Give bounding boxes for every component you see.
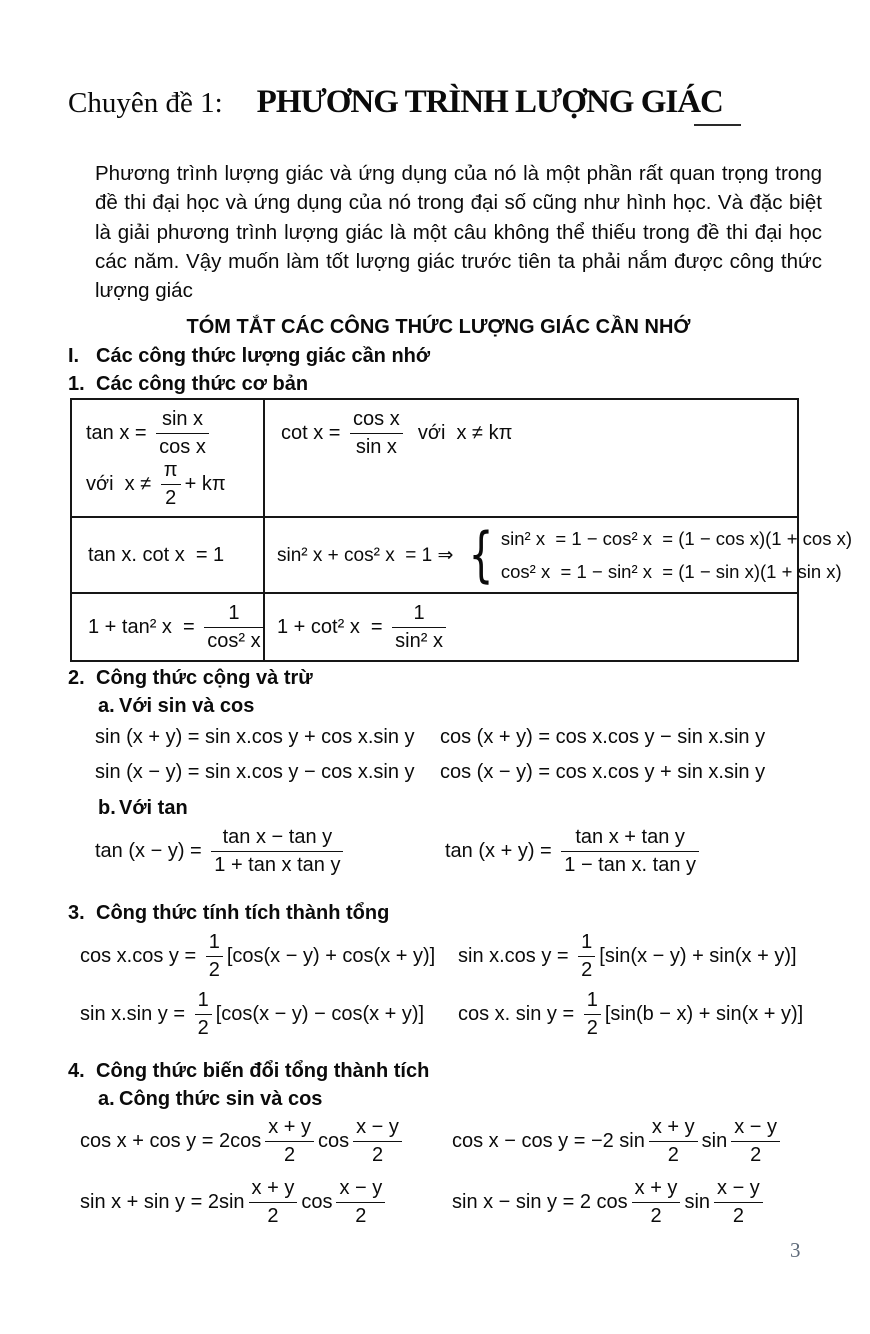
formula-cos-sum: cos (x + y) = cos x.cos y − sin x.sin y <box>440 726 766 748</box>
heading-label: Công thức tính tích thành tổng <box>96 902 390 924</box>
formula-pair <box>80 1116 784 1167</box>
heading-number: 2. <box>68 667 85 689</box>
formula-tanx: tan x = $\frac{\text{sin x}}{\text{cos x}}$ <box>86 408 257 459</box>
table-row <box>72 400 797 516</box>
heading-number: b. <box>98 797 116 819</box>
heading-1 <box>68 373 308 396</box>
formula-pair <box>80 1177 767 1228</box>
formula-coscos: cos x.cos y = $\frac{1}{2}$ [cos(x − y) + cos(x + y)] <box>80 931 436 981</box>
heading-number: 4. <box>68 1060 85 1082</box>
summary-title: TÓM TẮT CÁC CÔNG THỨC LƯỢNG GIÁC CẦN NHỚ <box>186 316 691 338</box>
formula-pair <box>95 726 765 749</box>
formula-cotx: cot x = $\frac{\text{cos x}}{\text{sin x}}$ với x ≠ kπ <box>281 408 513 458</box>
heading-number: 1. <box>68 373 85 395</box>
formula-sec: 1 + tan² x = $\frac{1}{\text{cos² x}}$ <box>88 602 268 653</box>
formula-tan-diff: tan (x − y) = $\frac{\text{tan x − tan y}}{\text{1 + tan x tan y}}$ <box>95 826 445 877</box>
heading-label: Các công thức cơ bản <box>96 373 309 395</box>
formula-cos-minus-cos: cos x − cos y = −2 sin $\frac{x + y}{2}$ sin $\frac{x - y}{2}$ <box>452 1116 784 1167</box>
heading-2b <box>98 797 188 820</box>
table-row <box>72 592 797 660</box>
basic-formulas-table <box>70 398 852 662</box>
formula-pair <box>80 989 803 1040</box>
intro-line: các năm. Vậy muốn làm tốt lượng giác trước tiên ta phải nắm được công thức <box>95 249 822 273</box>
intro-paragraph <box>95 159 822 305</box>
table-row <box>72 516 852 592</box>
intro-line: Phương trình lượng giác và ứng dụng của nó là một phần rất quan trọng trong <box>95 162 822 185</box>
formula-pair <box>95 761 765 784</box>
heading-3 <box>68 902 389 925</box>
heading-I <box>68 345 430 368</box>
table-cell <box>72 400 265 516</box>
page-title: PHƯƠNG TRÌNH LƯỢNG GIÁC <box>256 84 723 120</box>
formula-pair <box>95 826 703 877</box>
heading-4 <box>68 1060 429 1083</box>
formula-tancot: tan x. cot x = 1 <box>88 543 225 566</box>
heading-number: a. <box>98 695 115 717</box>
intro-line: lượng giác <box>95 279 193 303</box>
formula-sinsin: sin x.sin y = $\frac{1}{2}$ [cos(x − y) − cos(x + y)] <box>80 989 425 1039</box>
formula-sin-sum: sin (x + y) = sin x.cos y + cos x.sin y <box>95 726 415 748</box>
heading-label: Các công thức lượng giác cần nhớ <box>96 345 431 367</box>
formula-sin-plus-sin: sin x + sin y = 2sin $\frac{x + y}{2}$ cos $\frac{x - y}{2}$ <box>80 1177 452 1228</box>
table-cell <box>265 400 797 516</box>
intro-line: đề thi đại học và ứng dụng của nó trong đại số cũng như hình học. Và đặc biệt <box>95 191 822 215</box>
intro-line: là giải phương trình lượng giác là một câu không thể thiếu trong đề thi đại học <box>95 220 822 244</box>
formula-tanx-condition: với x ≠ $\frac{\pi}{2}$ + kπ <box>86 459 226 509</box>
heading-4a <box>98 1088 322 1111</box>
heading-number: 3. <box>68 902 85 924</box>
formula-pythagorean: sin² x + cos² x = 1 ⇒ { sin² x = 1 − cos² x = (1 − cos x)(1 + cos x) cos² x = 1 − sin² x = (1 − sin x)(1 + sin x) <box>277 519 852 590</box>
formula-cossin: cos x. sin y = $\frac{1}{2}$ [sin(b − x) + sin(x + y)] <box>458 989 804 1039</box>
heading-number: a. <box>98 1088 115 1110</box>
formula-sin-minus-sin: sin x − sin y = 2 cos $\frac{x + y}{2}$ sin $\frac{x - y}{2}$ <box>452 1177 767 1228</box>
formula-sin-diff: sin (x − y) = sin x.cos y − cos x.sin y <box>95 761 415 783</box>
table-cell <box>265 594 797 660</box>
title-prefix: Chuyên đề 1: <box>68 87 223 119</box>
heading-label: Công thức sin và cos <box>119 1088 323 1110</box>
formula-cos-plus-cos: cos x + cos y = 2cos $\frac{x + y}{2}$ cos $\frac{x - y}{2}$ <box>80 1116 452 1167</box>
document-title <box>68 84 723 121</box>
heading-2 <box>68 667 313 690</box>
page-number: 3 <box>790 1238 801 1262</box>
formula-csc: 1 + cot² x = $\frac{1}{\text{sin² x}}$ <box>277 602 450 653</box>
table-cell <box>265 518 852 592</box>
heading-number: I. <box>68 345 80 367</box>
heading-label: Công thức biến đổi tổng thành tích <box>96 1060 430 1082</box>
table-cell <box>72 594 265 660</box>
formula-pair <box>80 931 797 982</box>
heading-label: Công thức cộng và trừ <box>96 667 313 689</box>
formula-sincos: sin x.cos y = $\frac{1}{2}$ [sin(x − y) + sin(x + y)] <box>458 931 797 981</box>
title-underline <box>694 124 741 126</box>
heading-label: Với sin và cos <box>119 695 255 717</box>
heading-label: Với tan <box>119 797 188 819</box>
formula-tan-sum: tan (x + y) = $\frac{\text{tan x + tan y}}{\text{1 − tan x. tan y}}$ <box>445 826 703 877</box>
formula-cos-diff: cos (x − y) = cos x.cos y + sin x.sin y <box>440 761 766 783</box>
table-cell <box>72 518 265 592</box>
heading-2a <box>98 695 254 718</box>
